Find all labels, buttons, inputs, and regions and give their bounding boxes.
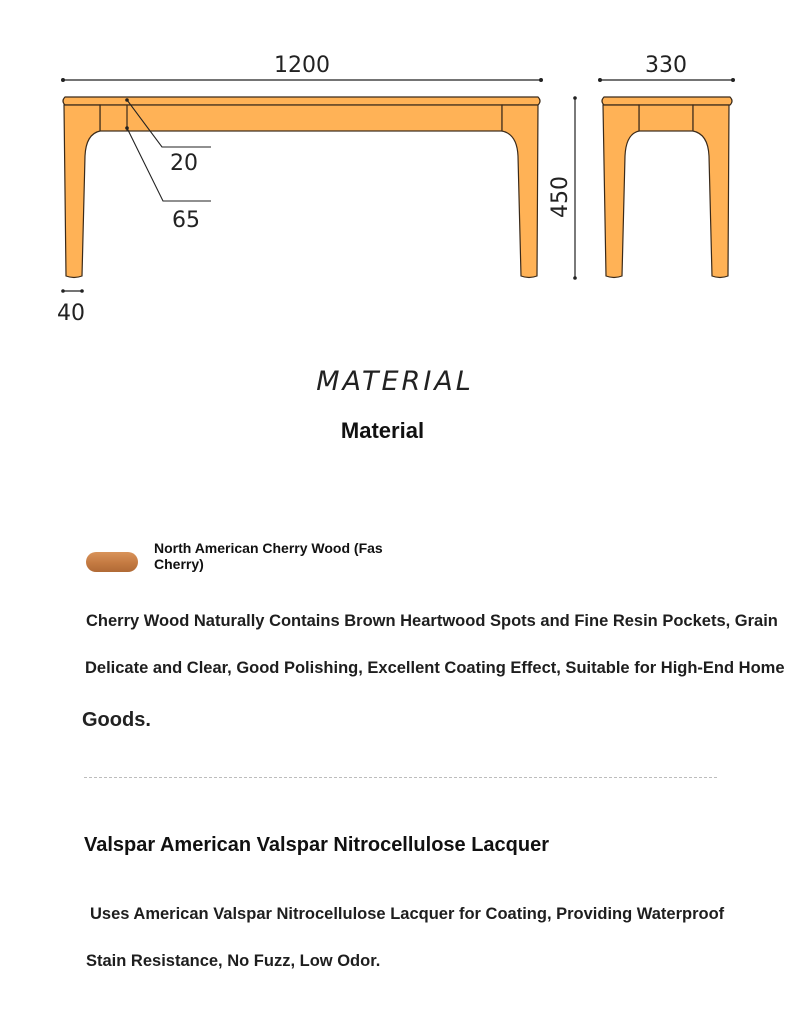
length-dimension (61, 53, 543, 82)
material-heading: Material (340, 418, 425, 443)
apron-height-label: 65 (172, 208, 200, 233)
section-divider (84, 777, 717, 778)
bench-side-view (602, 97, 732, 278)
leg-width-label: 40 (57, 301, 85, 326)
depth-label: 330 (645, 53, 687, 78)
wood-name: North American Cherry Wood (Fas Cherry) (154, 540, 383, 572)
cherry-wood-swatch (86, 552, 138, 572)
wood-description-line-3: Goods. (82, 709, 151, 731)
lacquer-description-line-1: Uses American Valspar Nitrocellulose Lacquer for Coating, Providing Waterproof (90, 905, 725, 923)
bench-front-view (63, 97, 540, 278)
lacquer-title: Valspar American Valspar Nitrocellulose Lacquer (84, 834, 550, 856)
material-heading-en: MATERIAL (316, 366, 474, 397)
wood-description-line-1: Cherry Wood Naturally Contains Brown Heartwood Spots and Fine Resin Pockets, Grain (86, 612, 778, 630)
height-dimension (548, 96, 577, 280)
lacquer-description-line-2: Stain Resistance, No Fuzz, Low Odor. (86, 952, 381, 970)
height-label: 450 (548, 176, 573, 218)
leg-width-dimension (57, 289, 85, 326)
wood-description-line-2: Delicate and Clear, Good Polishing, Excellent Coating Effect, Suitable for High-End Home (85, 659, 785, 677)
bench-dimension-diagram (0, 0, 790, 340)
length-label: 1200 (274, 53, 330, 78)
top-thickness-label: 20 (170, 151, 198, 176)
depth-dimension (598, 53, 735, 82)
